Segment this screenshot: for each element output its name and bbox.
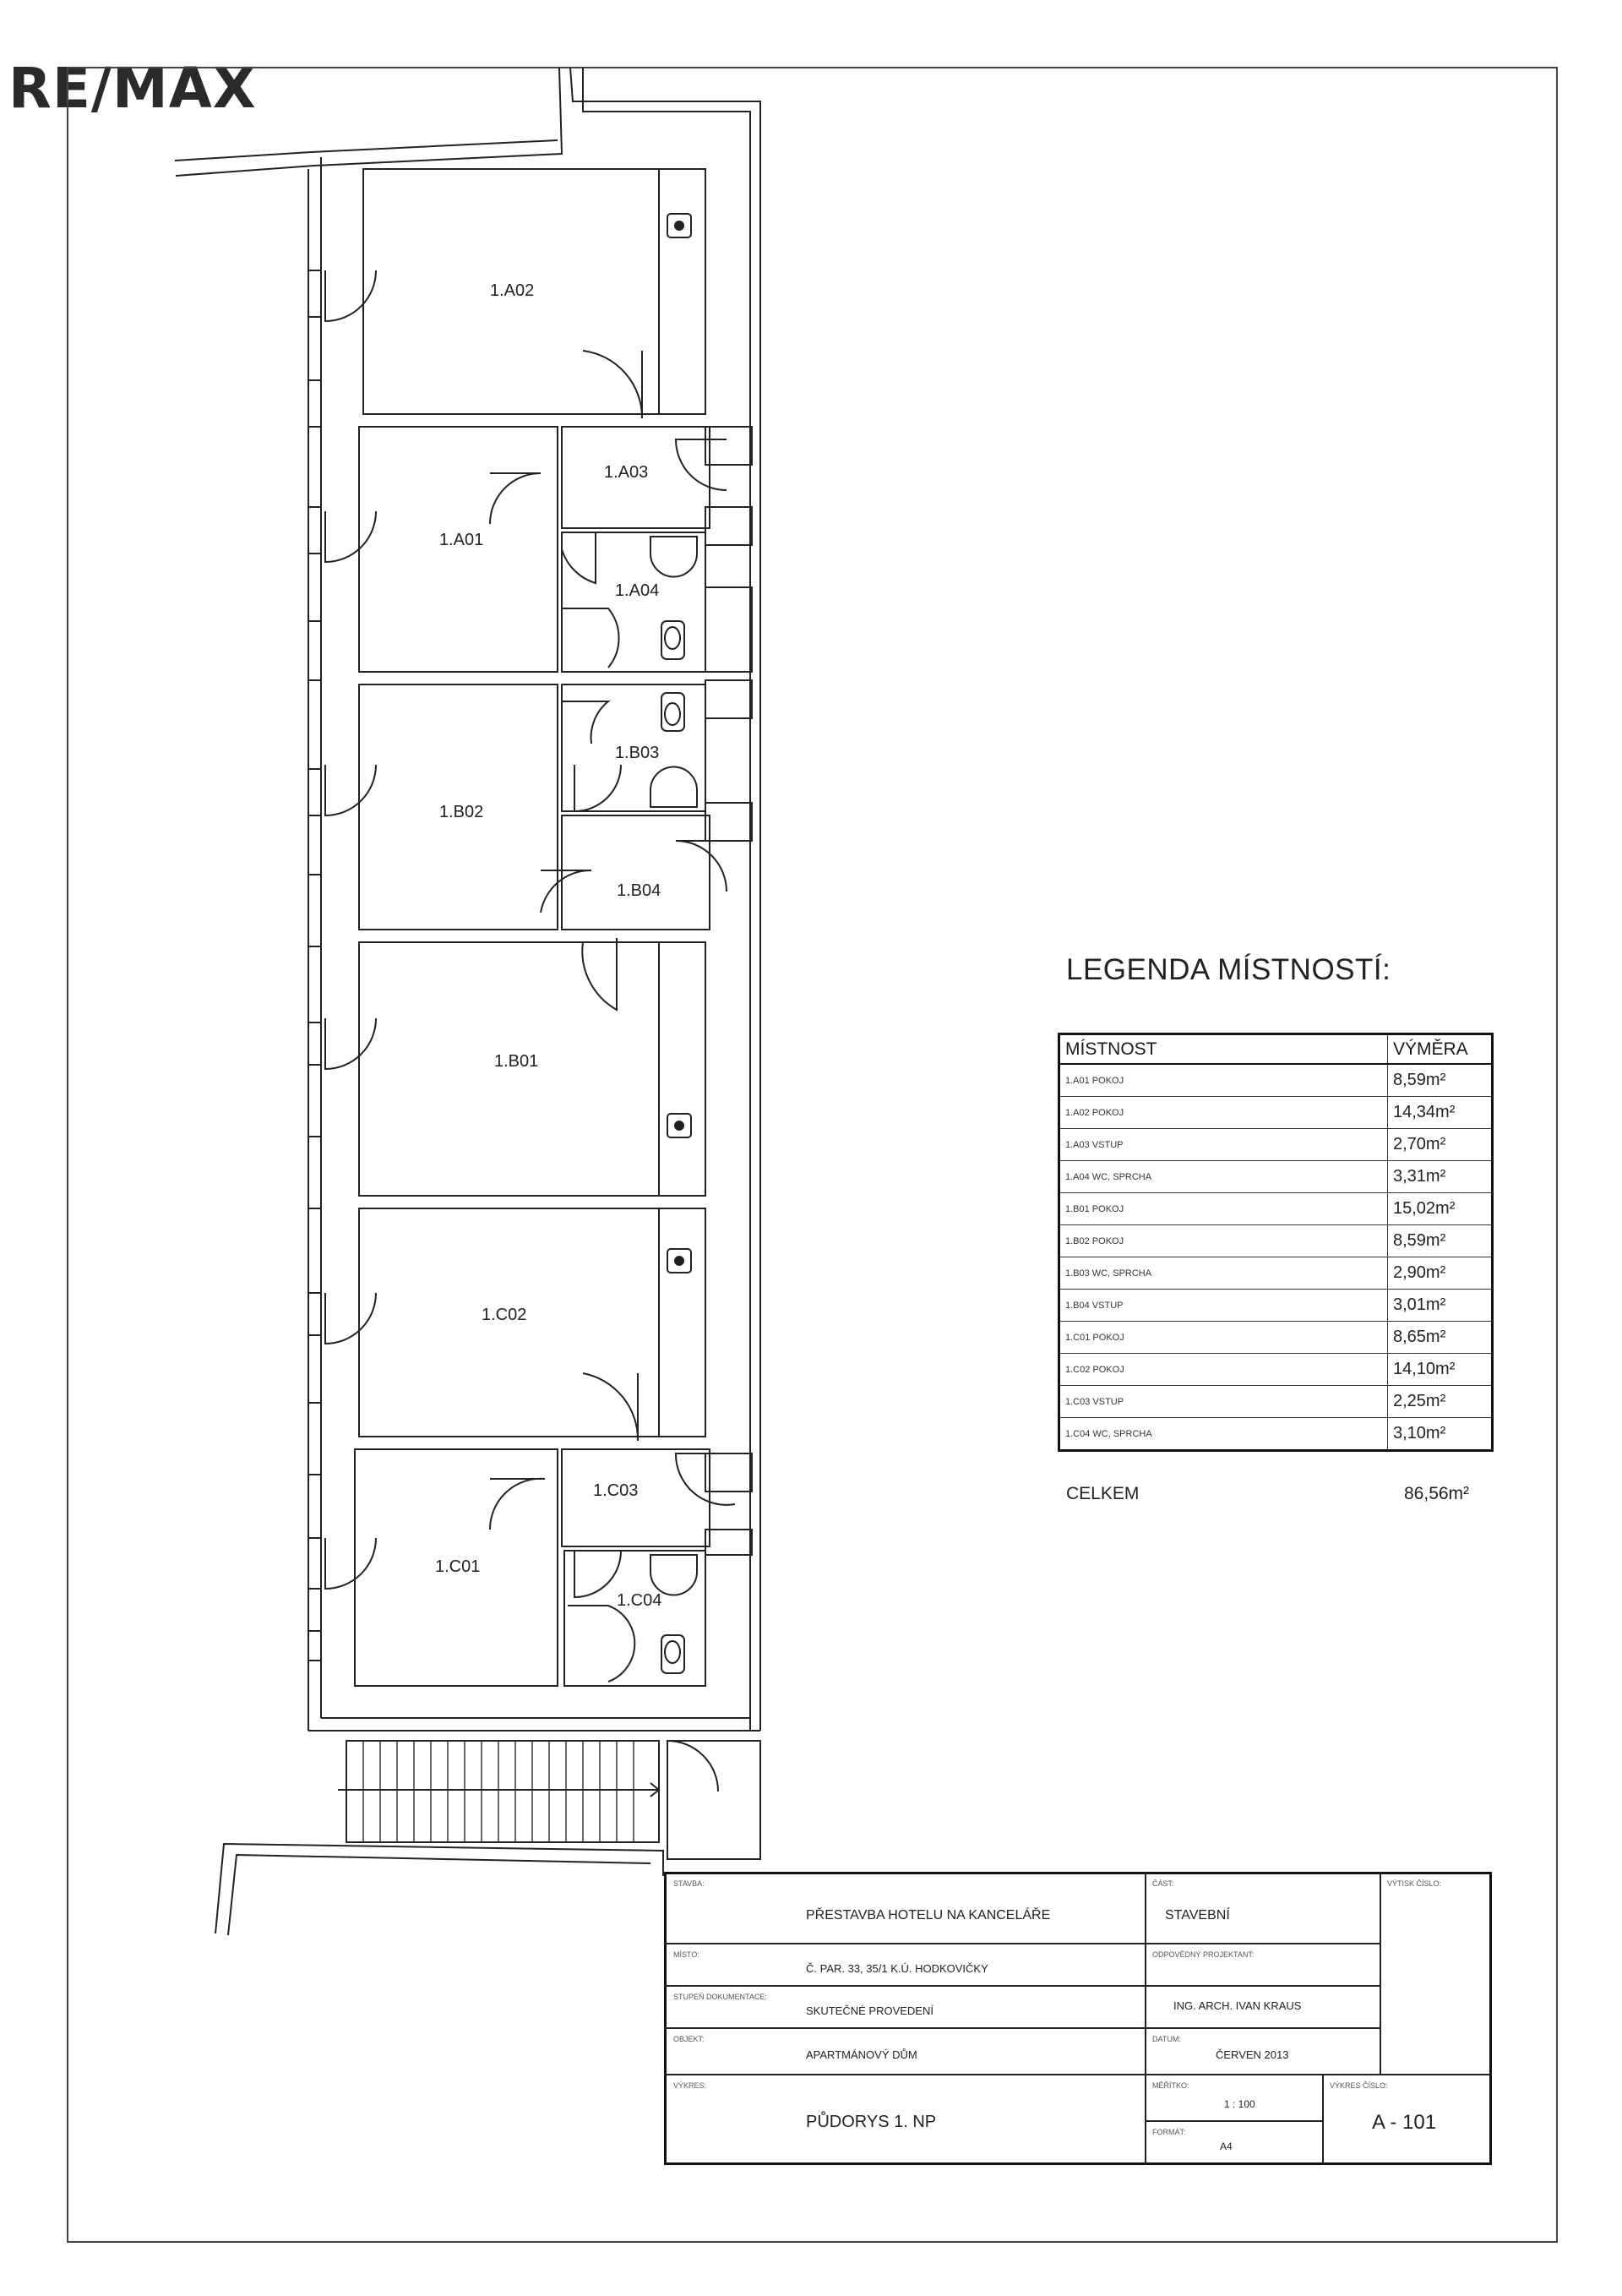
tb-projektant: ING. ARCH. IVAN KRAUS	[1173, 1999, 1302, 2012]
legend-row	[1059, 1290, 1493, 1322]
tb-meritko-label: MĚŘÍTKO:	[1152, 2081, 1189, 2090]
legend-room-area: 15,02m²	[1388, 1193, 1493, 1225]
legend-room-name: 1.A01 POKOJ	[1059, 1064, 1388, 1097]
tb-cislo-label: VÝKRES ČÍSLO:	[1330, 2081, 1388, 2090]
tb-objekt: APARTMÁNOVÝ DŮM	[806, 2048, 917, 2061]
room-label: 1.A03	[604, 463, 649, 482]
room-label: 1.B02	[439, 803, 484, 821]
legend-room-name: 1.A02 POKOJ	[1059, 1097, 1388, 1129]
legend-row	[1059, 1129, 1493, 1161]
tb-vykres-label: VÝKRES:	[673, 2081, 707, 2090]
room-label: 1.A02	[490, 281, 535, 300]
legend-room-name: 1.C03 VSTUP	[1059, 1386, 1388, 1418]
legend-room-name: 1.B01 POKOJ	[1059, 1193, 1388, 1225]
legend-room-area: 8,65m²	[1388, 1322, 1493, 1354]
legend-room-area: 2,25m²	[1388, 1386, 1493, 1418]
legend-table	[1058, 1033, 1494, 1452]
legend-row	[1059, 1097, 1493, 1129]
walls	[175, 68, 760, 1935]
legend-room-area: 14,10m²	[1388, 1354, 1493, 1386]
tb-stavba-label: STAVBA:	[673, 1879, 705, 1888]
tb-cislo: A - 101	[1372, 2111, 1437, 2134]
room-label: 1.A04	[615, 581, 660, 600]
room-label: 1.B04	[617, 881, 661, 900]
legend-room-name: 1.A03 VSTUP	[1059, 1129, 1388, 1161]
legend-header-area: VÝMĚRA	[1388, 1034, 1493, 1065]
tb-cast-label: ČÁST:	[1152, 1879, 1174, 1888]
tb-format: A4	[1220, 2141, 1233, 2152]
legend-room-area: 8,59m²	[1388, 1225, 1493, 1257]
room-labels	[435, 281, 661, 1610]
legend-room-name: 1.C01 POKOJ	[1059, 1322, 1388, 1354]
tb-stupen-label: STUPEŇ DOKUMENTACE:	[673, 1993, 767, 2001]
legend-room-name: 1.B03 WC, SPRCHA	[1059, 1257, 1388, 1290]
tb-misto-label: MÍSTO:	[673, 1950, 699, 1959]
legend-room-area: 3,10m²	[1388, 1418, 1493, 1451]
legend-row	[1059, 1064, 1493, 1097]
tb-meritko: 1 : 100	[1224, 2098, 1255, 2110]
legend-room-area: 2,90m²	[1388, 1257, 1493, 1290]
legend-title: LEGENDA MÍSTNOSTÍ:	[1066, 953, 1391, 986]
room-label: 1.C02	[482, 1306, 527, 1324]
legend-row	[1059, 1193, 1493, 1225]
legend-room-name: 1.B02 POKOJ	[1059, 1225, 1388, 1257]
legend-header-room: MÍSTNOST	[1059, 1034, 1388, 1065]
legend-row	[1059, 1354, 1493, 1386]
legend-room-area: 3,01m²	[1388, 1290, 1493, 1322]
title-block	[664, 1872, 1492, 2165]
room-label: 1.C01	[435, 1557, 481, 1576]
legend-row	[1059, 1225, 1493, 1257]
room-label: 1.A01	[439, 531, 484, 549]
washbasin-icon	[650, 1555, 697, 1595]
washbasin-icon	[650, 537, 697, 577]
room-label: 1.B03	[615, 744, 660, 762]
legend-row	[1059, 1418, 1493, 1451]
legend-room-name: 1.B04 VSTUP	[1059, 1290, 1388, 1322]
room-label: 1.C04	[617, 1591, 662, 1610]
remax-logo: RE/MAX	[8, 56, 257, 121]
stair-treads	[363, 1741, 634, 1842]
tb-vytisk-label: VÝTISK ČÍSLO:	[1387, 1879, 1442, 1888]
doors	[325, 270, 735, 1792]
washbasin-icon	[650, 767, 697, 807]
legend-header-row	[1059, 1034, 1493, 1065]
tb-stupen: SKUTEČNÉ PROVEDENÍ	[806, 2004, 933, 2017]
legend-room-name: 1.C04 WC, SPRCHA	[1059, 1418, 1388, 1451]
tb-datum: ČERVEN 2013	[1216, 2048, 1289, 2061]
tb-format-label: FORMÁT:	[1152, 2128, 1186, 2136]
legend-room-area: 8,59m²	[1388, 1064, 1493, 1097]
tb-projektant-label: ODPOVĚDNÝ PROJEKTANT:	[1152, 1950, 1255, 1959]
legend-total-value: 86,56m²	[1404, 1484, 1470, 1503]
legend-row	[1059, 1386, 1493, 1418]
legend-row	[1059, 1161, 1493, 1193]
room-label: 1.B01	[494, 1052, 539, 1071]
legend-row	[1059, 1322, 1493, 1354]
room-label: 1.C03	[593, 1481, 639, 1500]
legend-room-name: 1.C02 POKOJ	[1059, 1354, 1388, 1386]
tb-vykres: PŮDORYS 1. NP	[806, 2113, 937, 2131]
legend-room-area: 2,70m²	[1388, 1129, 1493, 1161]
legend-row	[1059, 1257, 1493, 1290]
legend-room-name: 1.A04 WC, SPRCHA	[1059, 1161, 1388, 1193]
legend-total	[1066, 1484, 1489, 1504]
tb-objekt-label: OBJEKT:	[673, 2035, 705, 2043]
legend-total-label: CELKEM	[1066, 1484, 1140, 1503]
tb-stavba: PŘESTAVBA HOTELU NA KANCELÁŘE	[806, 1908, 1051, 1922]
legend-room-area: 3,31m²	[1388, 1161, 1493, 1193]
tb-datum-label: DATUM:	[1152, 2035, 1181, 2043]
title-block-grid	[664, 1872, 1492, 2165]
tb-misto: Č. PAR. 33, 35/1 K.Ú. HODKOVIČKY	[806, 1962, 988, 1975]
legend-room-area: 14,34m²	[1388, 1097, 1493, 1129]
tb-cast: STAVEBNÍ	[1165, 1908, 1230, 1922]
